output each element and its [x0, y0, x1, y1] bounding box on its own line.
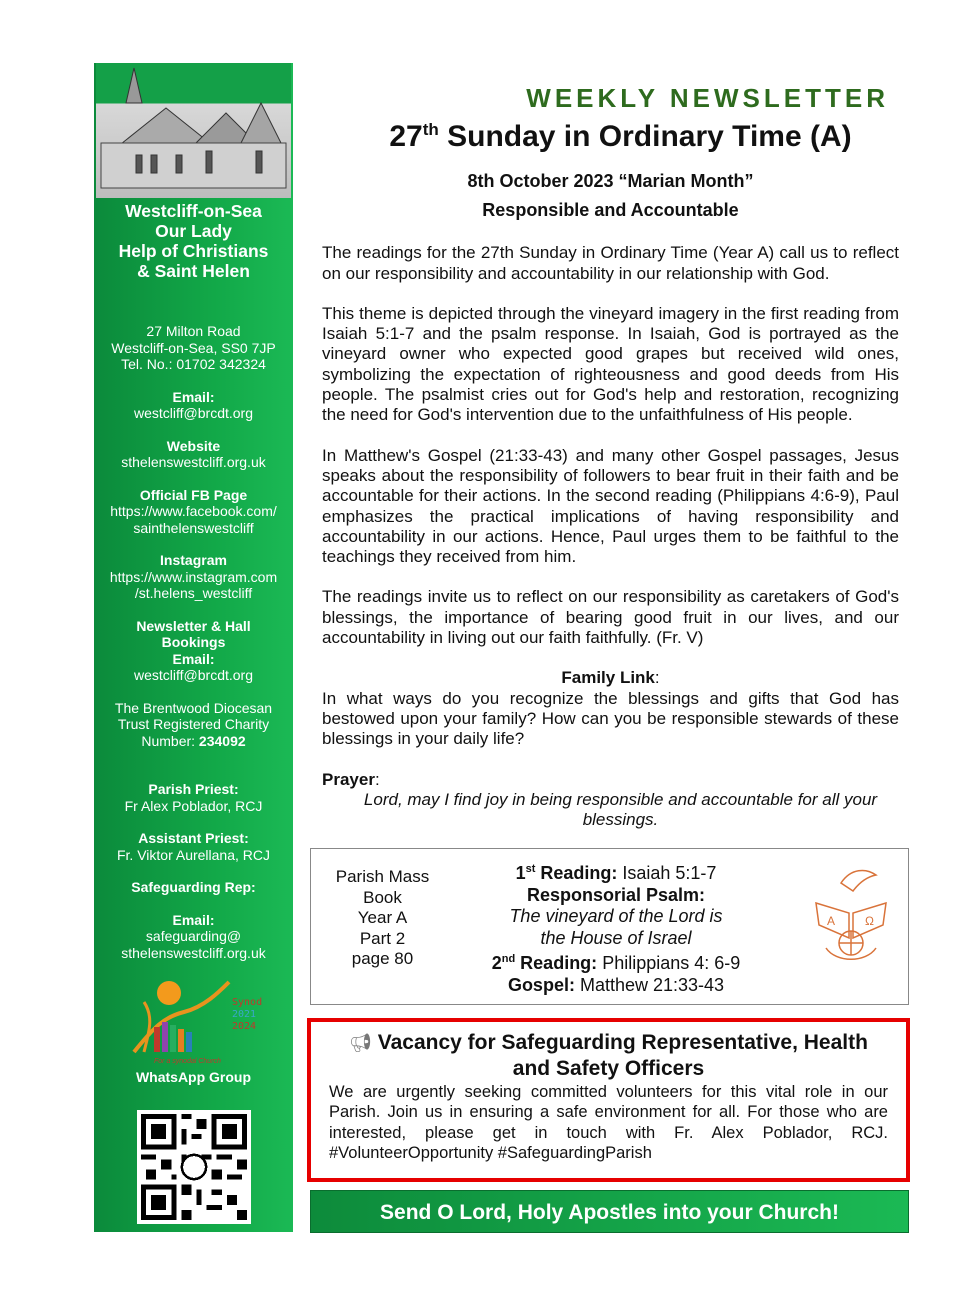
theme-line: Responsible and Accountable [482, 200, 739, 221]
page-title [342, 112, 899, 155]
svg-text:A: A [827, 914, 836, 928]
second-reading: 2nd Reading: Philippians 4: 6-9 [491, 953, 741, 973]
website-label: Website [166, 437, 221, 454]
mass-book-ref [325, 867, 440, 970]
title-text: Sunday in Ordinary Time (A) [438, 120, 852, 154]
psalm-label: Responsorial Psalm: [526, 884, 706, 905]
newsletter-kicker: WEEKLY NEWSLETTER [526, 83, 889, 113]
whatsapp-label: WhatsApp Group [135, 1069, 252, 1085]
fb-link[interactable] [94, 503, 293, 536]
parish-name [94, 201, 293, 281]
priest-name: Fr Alex Poblador, RCJ [124, 797, 263, 814]
email-label: Email: [172, 388, 215, 405]
megaphone-icon: 📢︎ [349, 1033, 372, 1053]
instagram-link[interactable] [94, 569, 293, 602]
paragraph: The readings invite us to reflect on our responsibility as caretakers of God's blessings, the importance of bearing good fruit in our lives, and our accountability in living out our faith faithfully. (Fr. V) [322, 587, 899, 648]
instagram-link-line[interactable]: /st.helens_westcliff [134, 585, 253, 601]
bookings-label: Bookings [161, 634, 226, 650]
mass-book-line: Book [363, 887, 402, 907]
prayer-text: Lord, may I find joy in being responsible and accountable for all your blessings. [363, 789, 878, 830]
instagram-label: Instagram [160, 552, 227, 568]
phone: Tel. No.: 01702 342324 [121, 356, 266, 372]
parish-name-line: & Saint Helen [137, 261, 250, 281]
svg-text:Synod: Synod [231, 997, 262, 1008]
sg-email-label: Email: [172, 911, 215, 928]
title-number: 27 [389, 120, 423, 154]
prayer-heading: Prayer [322, 769, 375, 789]
priest-label: Parish Priest: [148, 781, 239, 797]
mass-book-line: Parish Mass [335, 867, 430, 886]
charity-line: The Brentwood Diocesan [114, 699, 273, 716]
sg-email-line[interactable]: sthelenswestcliff.org.uk [121, 944, 266, 961]
mass-book-line: Part 2 [359, 928, 406, 948]
bookings-label: Email: [172, 650, 215, 667]
svg-text:2021: 2021 [231, 1009, 256, 1020]
first-reading: 1st Reading: Isaiah 5:1-7 [515, 863, 717, 883]
svg-text:2024: 2024 [231, 1021, 256, 1032]
svg-text:For a synodal Church: For a synodal Church [153, 1058, 221, 1065]
vacancy-notice [307, 1018, 910, 1182]
email-link[interactable]: westcliff@brcdt.org [134, 405, 253, 421]
date-line: 8th October 2023 “Marian Month” [467, 171, 754, 192]
assistant-name: Fr. Viktor Aurellana, RCJ [116, 846, 271, 863]
address-line: Westcliff-on-Sea, SS0 7JP [111, 339, 276, 356]
parish-name-line: Westcliff-on-Sea [125, 201, 262, 221]
bible-dove-emblem-icon [811, 863, 891, 974]
charity-line: Trust Registered Charity [117, 716, 270, 732]
assistant-label: Assistant Priest: [138, 830, 249, 846]
readings-list [451, 859, 781, 996]
fb-label: Official FB Page [139, 486, 248, 503]
title-suffix: th [422, 120, 439, 140]
sidebar [94, 63, 293, 1232]
psalm-line: The vineyard of the Lord is [509, 906, 723, 926]
mass-book-line: Year A [357, 908, 408, 927]
gospel: Gospel: Matthew 21:33-43 [507, 974, 725, 995]
psalm-line: the House of Israel [540, 927, 692, 948]
sg-email-line[interactable]: safeguarding@ [145, 928, 242, 944]
synod-logo [124, 977, 264, 1067]
vacancy-text: We are urgently seeking committed volunteers for this vital role in our Parish. Join us in ensuring a safe environment for all. For those who are interested, please get in touch with Fr. Alex Poblador, RCJ. #VolunteerOpportunity #SafeguardingParish [329, 1083, 888, 1162]
church-illustration [96, 63, 291, 198]
paragraph: This theme is depicted through the vineyard imagery in the first reading from Isaiah 5:1-7 and the psalm response. In Isaiah, God is portrayed as the vineyard owner who expected good grapes but received wild ones, symbolizing the expectation of righteousness and good deeds from His people. The psalmist cries out for God's help and restoration, recognizing the need for God's intervention due to the unfaithfulness of His people. [322, 303, 899, 425]
parish-name-line: Help of Christians [118, 241, 269, 261]
sg-email-link[interactable] [94, 928, 293, 961]
address [94, 323, 293, 373]
fb-link-line[interactable]: sainthelenswestcliff [133, 519, 254, 536]
charity-line: Number: [141, 732, 199, 749]
charity-number: 234092 [198, 732, 246, 749]
bookings-label: Newsletter & Hall [136, 617, 251, 634]
bookings-email-link[interactable]: westcliff@brcdt.org [134, 667, 253, 683]
main-content: WEEKLY NEWSLETTER 27th Sunday in Ordinary Time (A) 8th October 2023 “Marian Month” Responsible and Accountable The readings for the 27th Sunday in Ordinary Time (Year A) call us to reflect on our responsibility and accountability in our relationship with God. This theme is depicted through the vineyard imagery in the first reading from Isaiah 5:1-7 and the psalm response. In Isaiah, God is portrayed as the vineyard owner who expected good grapes but received wild ones, symbolizing the expectation of righteousness and good deeds from His people. The psalmist cries out for God's help and restoration, recognizing the need for God's intervention due to the unfaithfulness of His people. In Matthew's Gospel (21:33-43) and many other Gospel passages, Jesus speaks about the responsibility of followers to bear fruit in their faith and be accountable for their actions. In the second reading (Philippians 4:6-9), Paul emphasizes the practical implications of having responsibility and accountability in our actions. Hence, Paul urges them to be faithful to the teachings they received from him. The readings invite us to reflect on our responsibility as caretakers of God's blessings, the importance of bearing good fruit in our lives, and our accountability in living out our faith faithfully. (Fr. V) Family Link: In what ways do you recognize the blessings and gifts that God has bestowed upon your family? How can you be responsible stewards of these blessings in your daily life? Prayer: Lord, may I find joy in being responsible and accountable for all your blessings. [322, 83, 899, 830]
safeguarding-label: Safeguarding Rep: [131, 879, 256, 895]
vacancy-title: 📢︎ Vacancy for Safeguarding Representative, Health and Safety Officers [349, 1031, 868, 1080]
paragraph: The readings for the 27th Sunday in Ordinary Time (Year A) call us to reflect on our responsibility and accountability in our relationship with God. [322, 243, 899, 283]
parish-name-line: Our Lady [155, 221, 232, 241]
fb-link-line[interactable]: https://www.facebook.com/ [110, 503, 277, 519]
address-line: 27 Milton Road [146, 323, 241, 339]
prayer-banner: Send O Lord, Holy Apostles into your Church! [310, 1190, 909, 1233]
website-link[interactable]: sthelenswestcliff.org.uk [121, 454, 266, 470]
paragraph: In Matthew's Gospel (21:33-43) and many other Gospel passages, Jesus speaks about the responsibility of followers to bear fruit in their faith and be accountable for their actions. In the second reading (Philippians 4:6-9), Paul emphasizes the practical implications of having responsibility and accountability in our actions. Hence, Paul urges them to be faithful to the teachings they received from him. [322, 445, 899, 567]
family-link-text: In what ways do you recognize the blessings and gifts that God has bestowed upon your family? How can you be responsible stewards of these blessings in your daily life? [322, 688, 899, 749]
readings-box [310, 848, 909, 1005]
svg-text:Ω: Ω [865, 914, 874, 928]
whatsapp-qr-code[interactable] [137, 1110, 251, 1224]
family-link-heading: Family Link [561, 668, 655, 688]
instagram-link-line[interactable]: https://www.instagram.com [109, 568, 278, 585]
subtitle [322, 167, 899, 225]
mass-book-line: page 80 [351, 949, 414, 968]
